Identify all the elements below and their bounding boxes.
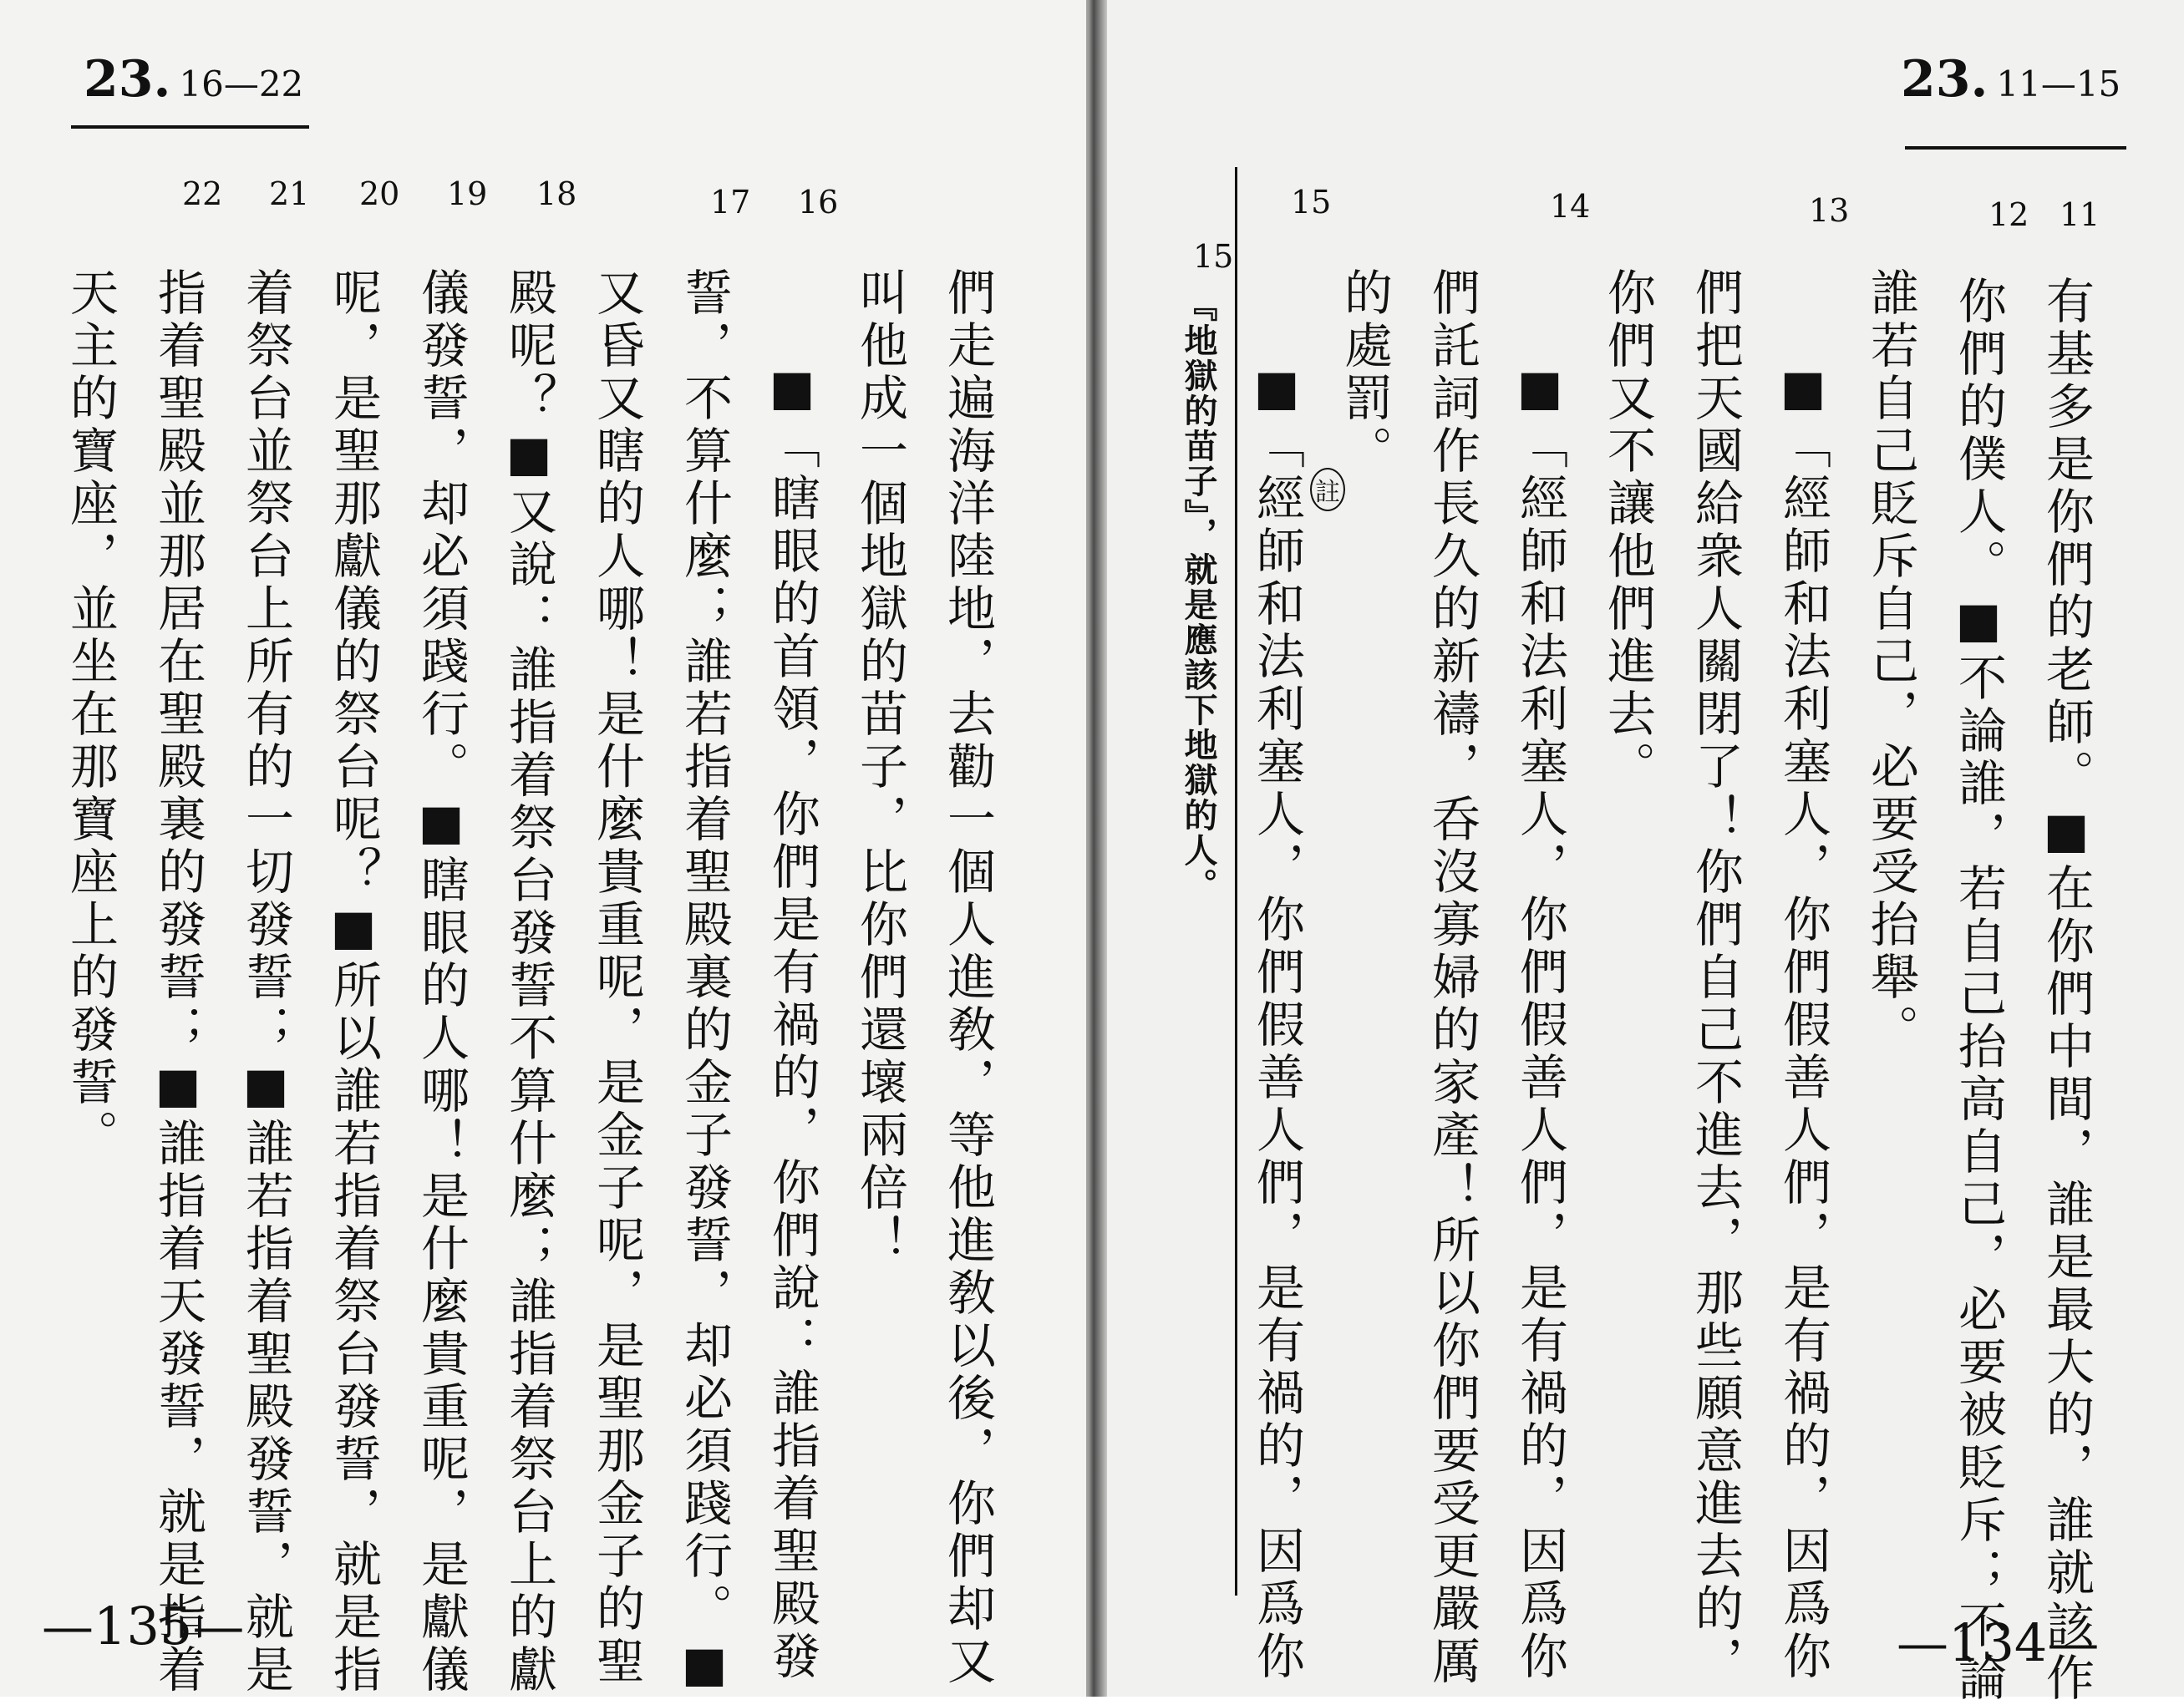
page-number: —134— [1897,1612,2100,1673]
chapter-number: 23. [84,50,171,109]
text-column: ■「瞎眼的首領，你們是有禍的，你們說：誰指着聖殿發 [764,359,820,1683]
page-header-right [1901,50,2121,109]
text-column: 你們的僕人。■不論誰，若自己抬高自己，必要被貶斥；不論 [1950,276,2007,1705]
page-number: —135— [42,1596,245,1657]
text-column: 們託詞作長久的新禱，呑沒寡婦的家產！所以你們要受更嚴厲 [1424,267,1481,1688]
text-column: 有基多是你們的老師。■在你們中間，誰是最大的，誰就該作 [2038,276,2095,1705]
text-column: ■「經師和法利塞人，你們假善人們，是有禍的，因爲你 [1511,359,1568,1683]
text-column: 你們又不讓他們進去。 [1599,267,1656,794]
text-column: 儀發誓，却必須踐行。■瞎眼的人哪！是什麼貴重呢，是獻儀 [413,267,470,1697]
verse-number: 17 [710,184,751,221]
footnote-number: 15 [1193,238,1234,275]
verse-number: 15 [1291,184,1332,221]
note-mark: 註 [1310,468,1345,511]
text-column: 們走遍海洋陸地，去勸一個人進敎，等他進敎以後，你們却又 [939,267,996,1688]
verse-number: 11 [2060,196,2100,233]
text-column: 着祭台並祭台上所有的一切發誓；■誰若指着聖殿發誓，就是 [237,267,294,1697]
text-column: 的處罰。 [1336,267,1393,478]
verse-number: 22 [182,175,223,212]
verse-number: 16 [798,184,839,221]
text-column: ■「經師和法利塞人，你們假善人們，是有禍的，因爲你 [1775,359,1831,1683]
page-header-left [84,50,303,109]
text-column: 們把天國給衆人關閉了！你們自己不進去，那些願意進去的， [1687,267,1744,1688]
verse-number: 18 [536,175,577,212]
verse-number: 21 [269,175,310,212]
verse-range: 11—15 [1996,63,2121,104]
text-column: 叫他成一個地獄的苗子，比你們還壞兩倍！ [851,267,908,1267]
text-column: ■「經師和法利塞人，你們假善人們，是有禍的，因爲你 [1248,359,1305,1683]
text-column: 誰若自己貶斥自己，必要受抬舉。 [1862,267,1919,1057]
verse-range: 16—22 [179,63,304,104]
verse-number: 20 [359,175,400,212]
header-rule [1905,146,2126,150]
text-column: 呢，是聖那獻儀的祭台呢？■所以誰若指着祭台發誓，就是指 [325,267,382,1697]
footnote-text: 『地獄的苗子』，就是應該下地獄的人。 [1179,288,1218,903]
verse-number: 19 [447,175,488,212]
text-column: 又昏又瞎的人哪！是什麼貴重呢，是金子呢，是聖那金子的聖 [588,267,645,1688]
text-column: 殿呢？■又說：誰指着祭台發誓不算什麼；誰指着祭台上的獻 [500,267,557,1697]
verse-number: 12 [1988,196,2029,233]
text-column: 指着聖殿並那居在聖殿裏的發誓；■誰指着天發誓，就是指着 [150,267,206,1697]
chapter-number: 23. [1901,50,1988,109]
footnote-divider [1235,167,1237,1596]
verse-number: 14 [1550,188,1591,225]
verse-number: 13 [1809,192,1850,229]
text-column: 天主的寶座，並坐在那寶座上的發誓。 [62,267,119,1162]
header-rule [71,125,309,129]
text-column: 誓，不算什麼；誰若指着聖殿裏的金子發誓，却必須踐行。■ [676,267,733,1697]
